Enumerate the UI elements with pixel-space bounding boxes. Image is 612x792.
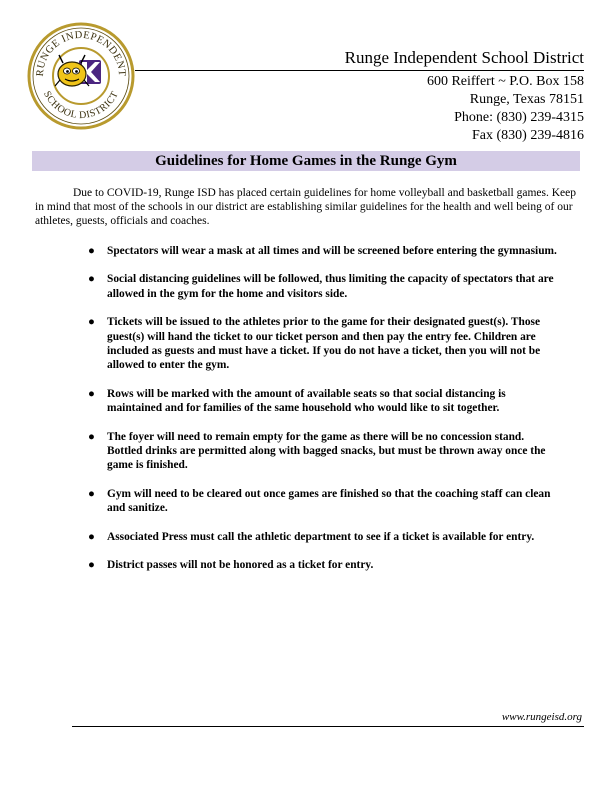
bullet-icon: ●	[88, 559, 95, 572]
address-block	[427, 73, 584, 145]
guideline-item	[88, 430, 558, 473]
footer-divider	[72, 726, 584, 727]
address-line: 600 Reiffert ~ P.O. Box 158	[426, 74, 584, 89]
address-line: Runge, Texas 78151	[469, 92, 584, 107]
guideline-text: Social distancing guidelines will be followed, thus limiting the capacity of spectators that are allowed in the gym for the home and visitors side.	[107, 273, 554, 300]
bullet-icon: ●	[88, 387, 95, 400]
bullet-icon: ●	[88, 316, 95, 329]
guideline-text: Tickets will be issued to the athletes prior to the game for their designated guest(s). Those guest(s) will hand the ticket to our ticket person and then pay the entry fee. Children are included as guests and must have a ticket. If you do not have a ticket, then you will not be allowed to enter the gym.	[107, 316, 541, 372]
bullet-icon: ●	[88, 430, 95, 443]
header-divider	[135, 70, 584, 71]
fax-line: Fax (830) 239-4816	[472, 128, 584, 143]
website-link[interactable]: www.rungeisd.org	[501, 711, 582, 723]
guideline-item	[88, 530, 558, 544]
seal-text-top: RUNGE INDEPENDENT	[34, 29, 128, 77]
guideline-item	[88, 244, 558, 258]
guideline-item	[88, 315, 558, 373]
seal-text-bottom: SCHOOL DISTRICT	[41, 89, 121, 122]
guideline-text: Spectators will wear a mask at all times and will be screened before entering the gymnasium.	[107, 245, 557, 257]
guideline-item	[88, 272, 558, 301]
intro-paragraph: Due to COVID-19, Runge ISD has placed certain guidelines for home volleyball and basketball games. Keep in mind that most of the schools in our district are establishing similar guidelines for the health and well being of our athletes, guests, officials and coaches.	[35, 187, 576, 227]
guideline-text: Gym will need to be cleared out once games are finished so that the coaching staff can clean and sanitize.	[107, 487, 551, 515]
bullet-icon: ●	[88, 487, 95, 500]
bullet-icon: ●	[88, 273, 95, 286]
guideline-text: Rows will be marked with the amount of available seats so that social distancing is maintained and for families of the same household who would like to sit together.	[107, 387, 506, 415]
guideline-item	[88, 487, 558, 516]
guideline-item	[88, 558, 558, 572]
district-name: Runge Independent School District	[344, 48, 584, 67]
guideline-item	[88, 387, 558, 416]
district-seal-logo	[27, 22, 135, 130]
guideline-text: Associated Press must call the athletic department to see if a ticket is available for entry.	[107, 530, 535, 543]
guideline-text: The foyer will need to remain empty for the game as there will be no concession stand. Bottled drinks are permitted along with bagged snacks, but must be thrown away once the game is finished.	[107, 430, 546, 472]
guideline-text: District passes will not be honored as a ticket for entry.	[107, 559, 374, 572]
bullet-icon: ●	[88, 245, 95, 257]
bullet-icon: ●	[88, 530, 95, 543]
guidelines-list	[88, 244, 558, 587]
phone-line: Phone: (830) 239-4315	[454, 110, 584, 125]
page-title: Guidelines for Home Games in the Runge Gym	[32, 151, 580, 171]
